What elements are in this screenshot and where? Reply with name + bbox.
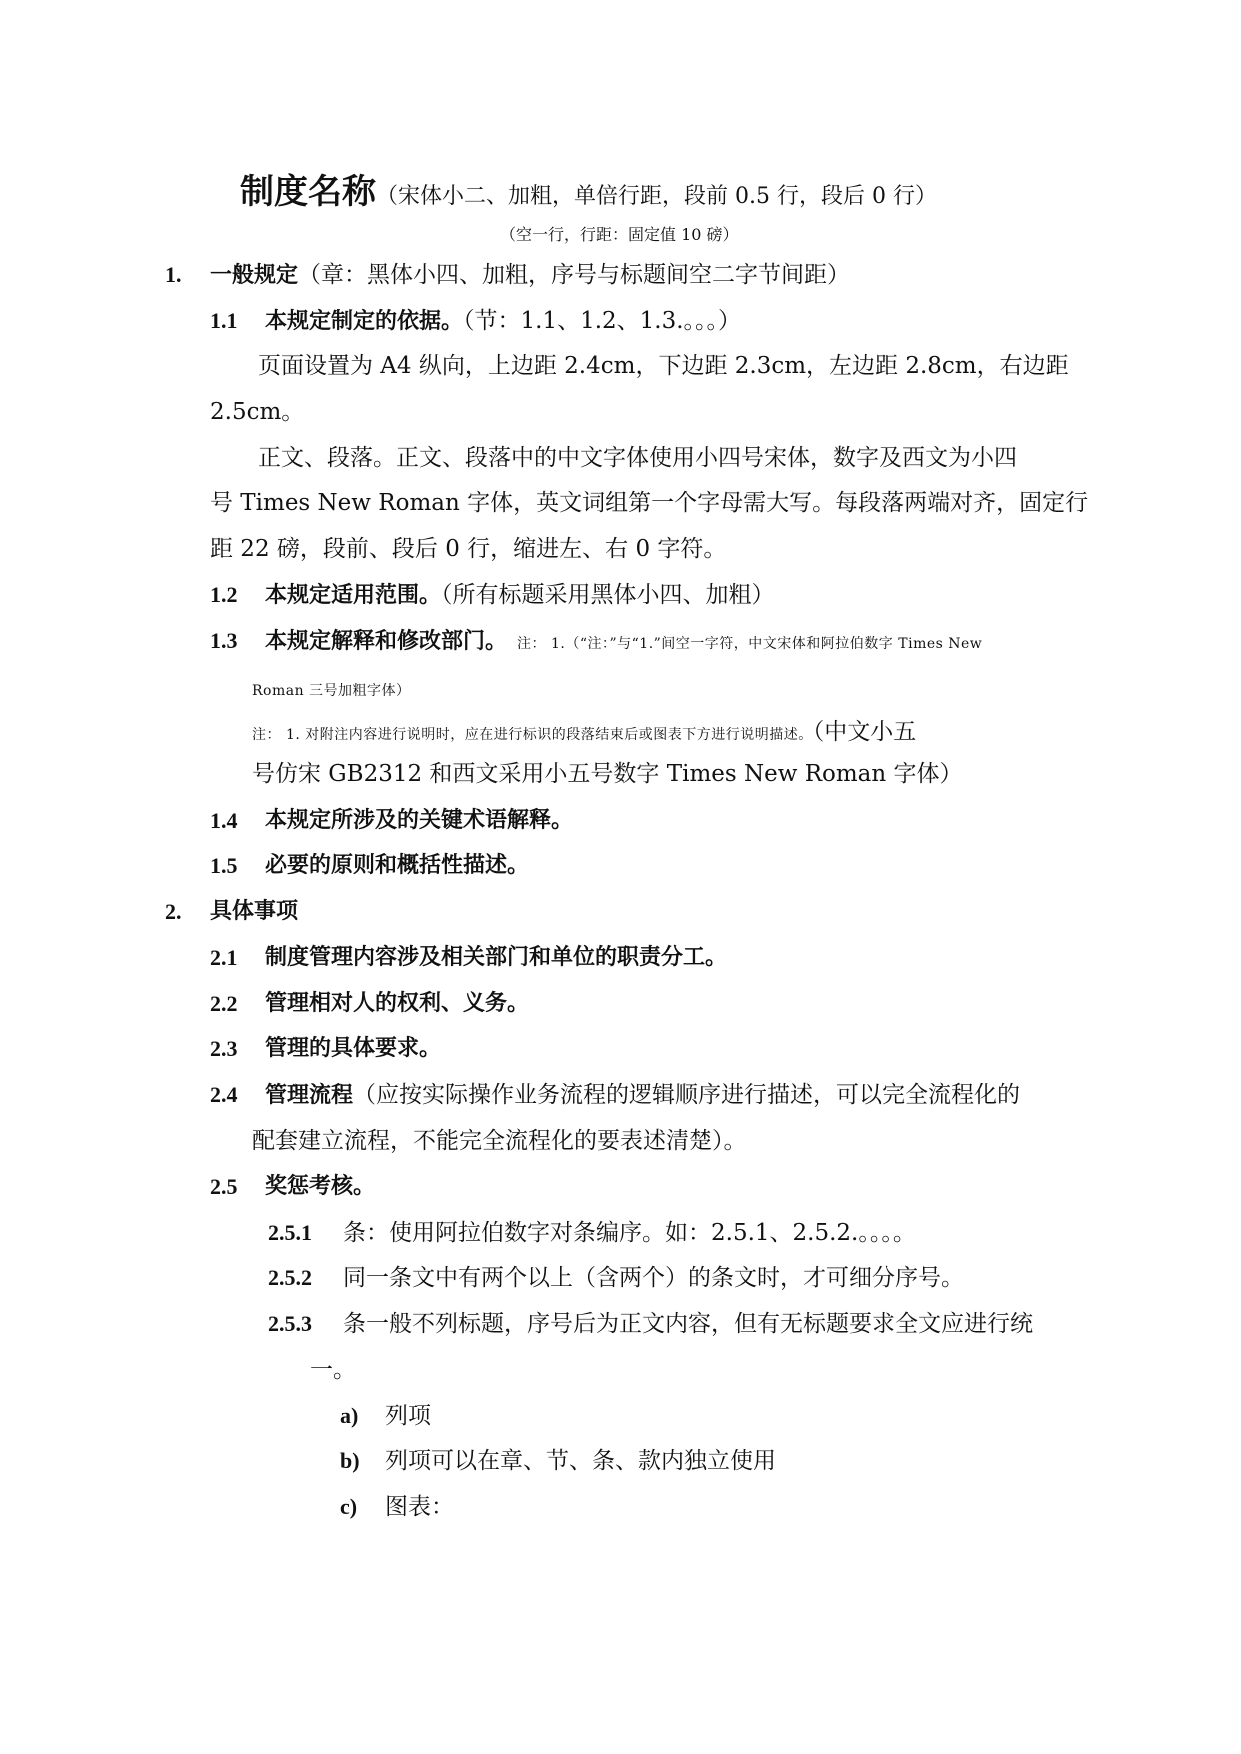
- section-1-5-number: 1.5: [210, 853, 238, 878]
- section-1-4-heading: 本规定所涉及的关键术语解释。: [265, 808, 574, 833]
- list-item-label: c): [340, 1494, 358, 1519]
- document-title: 制度名称: [240, 172, 376, 212]
- section-1-3-note-line-2: Roman 三号加粗字体）: [252, 683, 411, 699]
- section-2-2-heading: 管理相对人的权利、义务。: [265, 991, 530, 1016]
- paragraph-2-line-3: 距 22 磅，段前、段后 0 行，缩进左、右 0 字符。: [210, 536, 727, 562]
- section-1-2-number: 1.2: [210, 582, 238, 607]
- article-2-5-3-text: 条一般不列标题，序号后为正文内容，但有无标题要求全文应进行统: [343, 1311, 1033, 1337]
- annotation-note-large: （中文小五: [812, 719, 917, 745]
- chapter-2-heading: 具体事项: [210, 899, 299, 924]
- section-1-3-number: 1.3: [210, 628, 238, 653]
- section-2-3-heading: 管理的具体要求。: [265, 1036, 442, 1061]
- section-1-2-note: （所有标题采用黑体小四、加粗）: [441, 582, 775, 608]
- annotation-note-small: 注： 1. 对附注内容进行说明时，应在进行标识的段落结束后或图表下方进行说明描述。: [252, 727, 813, 743]
- section-1-4-number: 1.4: [210, 808, 238, 833]
- section-2-1-number: 2.1: [210, 945, 238, 970]
- document-title-line: [240, 170, 937, 219]
- chapter-2-number: 2.: [165, 899, 182, 924]
- section-1-3-heading: 本规定解释和修改部门。: [265, 629, 508, 654]
- section-2-4-heading: 管理流程: [265, 1083, 354, 1108]
- section-1-1-heading: 本规定制定的依据。: [265, 309, 464, 334]
- list-item: 列项可以在章、节、条、款内独立使用: [385, 1448, 776, 1474]
- chapter-1-heading: 一般规定: [210, 263, 299, 288]
- annotation-note-line-2: 号仿宋 GB2312 和西文采用小五号数字 Times New Roman 字体）: [252, 761, 963, 787]
- section-2-5-heading: 奖惩考核。: [265, 1174, 376, 1199]
- paragraph-2-line-2: 号 Times New Roman 字体，英文词组第一个字母需大写。每段落两端对齐，固定行: [210, 490, 1089, 516]
- paragraph-1-line-1: 页面设置为 A4 纵向，上边距 2.4cm，下边距 2.3cm，左边距 2.8cm，右边距: [258, 353, 1069, 379]
- section-2-4-text-line-2: 配套建立流程，不能完全流程化的要表述清楚）。: [252, 1128, 747, 1154]
- paragraph-1-line-2: 2.5cm。: [210, 399, 305, 425]
- section-1-2-line: [265, 580, 775, 611]
- section-1-3-note: 注： 1.（“注：”与“1.”间空一字符，中文宋体和阿拉伯数字 Times New: [517, 636, 983, 652]
- list-item-label: a): [340, 1403, 359, 1428]
- document-title-note: （宋体小二、加粗，单倍行距，段前 0.5 行，段后 0 行）: [376, 184, 937, 209]
- section-2-1-heading: 制度管理内容涉及相关部门和单位的职责分工。: [265, 945, 728, 970]
- list-item: 图表：: [385, 1494, 454, 1520]
- annotation-note-line-1: [252, 717, 916, 750]
- section-2-3-number: 2.3: [210, 1036, 238, 1061]
- paragraph-2-line-1: 正文、段落。正文、段落中的中文字体使用小四号宋体，数字及西文为小四: [258, 445, 1017, 471]
- section-1-1-line: [265, 306, 741, 337]
- section-1-2-heading: 本规定适用范围。: [265, 583, 442, 608]
- section-1-1-number: 1.1: [210, 308, 238, 333]
- article-2-5-3-text-line-2: 一。: [310, 1357, 356, 1383]
- article-2-5-2-number: 2.5.2: [268, 1265, 312, 1290]
- article-2-5-1-number: 2.5.1: [268, 1220, 312, 1245]
- list-item-label: b): [340, 1448, 360, 1473]
- section-2-4-text: （应按实际操作业务流程的逻辑顺序进行描述，可以完全流程化的: [353, 1082, 1021, 1108]
- section-2-5-number: 2.5: [210, 1174, 238, 1199]
- chapter-1-line: [210, 260, 850, 291]
- section-2-4-number: 2.4: [210, 1082, 238, 1107]
- section-1-3-line: [265, 626, 982, 659]
- chapter-1-number: 1.: [165, 262, 182, 287]
- article-2-5-3-number: 2.5.3: [268, 1311, 312, 1336]
- section-2-4-line: [265, 1080, 1020, 1111]
- section-1-5-heading: 必要的原则和概括性描述。: [265, 853, 530, 878]
- section-1-1-note: （节：1.1、1.2、1.3.。。。）: [463, 308, 742, 334]
- list-item: 列项: [385, 1403, 431, 1429]
- article-2-5-1-text: 条：使用阿拉伯数字对条编序。如：2.5.1、2.5.2.。。。。: [343, 1220, 916, 1246]
- chapter-1-note: （章：黑体小四、加粗，序号与标题间空二字节间距）: [298, 262, 851, 288]
- article-2-5-2-text: 同一条文中有两个以上（含两个）的条文时，才可细分序号。: [343, 1265, 964, 1291]
- section-2-2-number: 2.2: [210, 991, 238, 1016]
- title-spacing-note: （空一行，行距：固定值 10 磅）: [500, 225, 739, 244]
